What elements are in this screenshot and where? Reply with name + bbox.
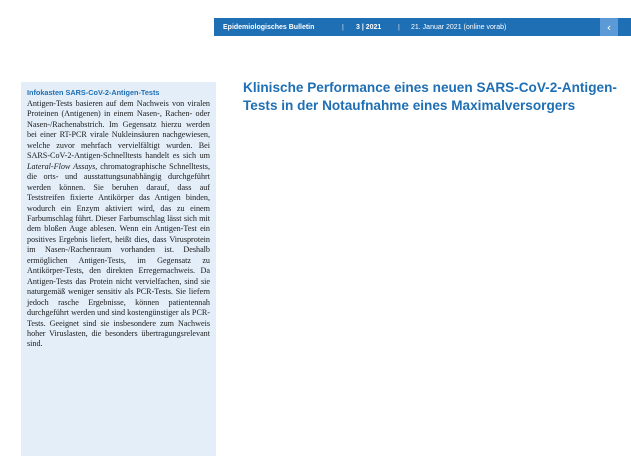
info-box-emphasis: Lateral-Flow Assays bbox=[27, 161, 96, 171]
header-separator: | bbox=[342, 23, 344, 31]
info-box-title: Infokasten SARS-CoV-2-Antigen-Tests bbox=[27, 88, 160, 97]
chevron-left-icon: ‹ bbox=[606, 20, 612, 34]
info-box-text: , chromatographische Schnelltests, die orts- und ausstattungsunabhängig durchgeführt werden können. Sie beruhen darauf, dass auf Teststreifen fixierte Antikörper das Antigen binden, wodurch ein Enzym aktiviert wird, das zu einem Farbumschlag führt. Dieser Farbumschlag lässt sich mit dem bloßen Auge ablesen. Wenn ein Antigen-Test ein positives Ergebnis liefert, heißt dies, dass Virusprotein im Nasen-/Rachenraum vorhanden ist. Deshalb ermöglichen Antigen-Tests, im Gegensatz zu Antikörper-Tests, den direkten Erregernachweis. Da Antigen-Tests das Protein nicht vervielfachen, sind sie naturgemäß weniger sensitiv als PCR-Tests. Sie liefern jedoch rasche Ergebnisse, können patientennah durchgeführt werden und sind kostengünstiger als PCR-Tests. Geeignet sind sie insbesondere zum Nachweis hoher Viruslasten, die besonders übertragungsrelevant sind. bbox=[27, 161, 210, 349]
info-box-text: Antigen-Tests basieren auf dem Nachweis von viralen Proteinen (Antigenen) in einem Nasen-, Rachen- oder Nasen-/Rachenabstrich. Im Gegensatz hierzu werden bei einer RT-PCR virale Nukleinsäuren nachgewiesen, welche zuvor mehrfach vervielfältigt wurden. Bei SARS-CoV-2-Antigen-Schnelltests handelt es sich um bbox=[27, 99, 210, 161]
info-box bbox=[21, 82, 216, 456]
article-title: Klinische Performance eines neuen SARS-CoV-2-Antigen-Tests in der Notaufnahme eines Maximalversorgers bbox=[243, 80, 617, 113]
issue-number: 3 | 2021 bbox=[356, 23, 382, 31]
back-button[interactable] bbox=[600, 18, 618, 36]
header-separator: | bbox=[398, 23, 400, 31]
issue-date: 21. Januar 2021 (online vorab) bbox=[411, 23, 507, 31]
info-box-body bbox=[27, 99, 210, 350]
journal-name: Epidemiologisches Bulletin bbox=[223, 23, 315, 31]
journal-header-bar bbox=[214, 18, 631, 36]
